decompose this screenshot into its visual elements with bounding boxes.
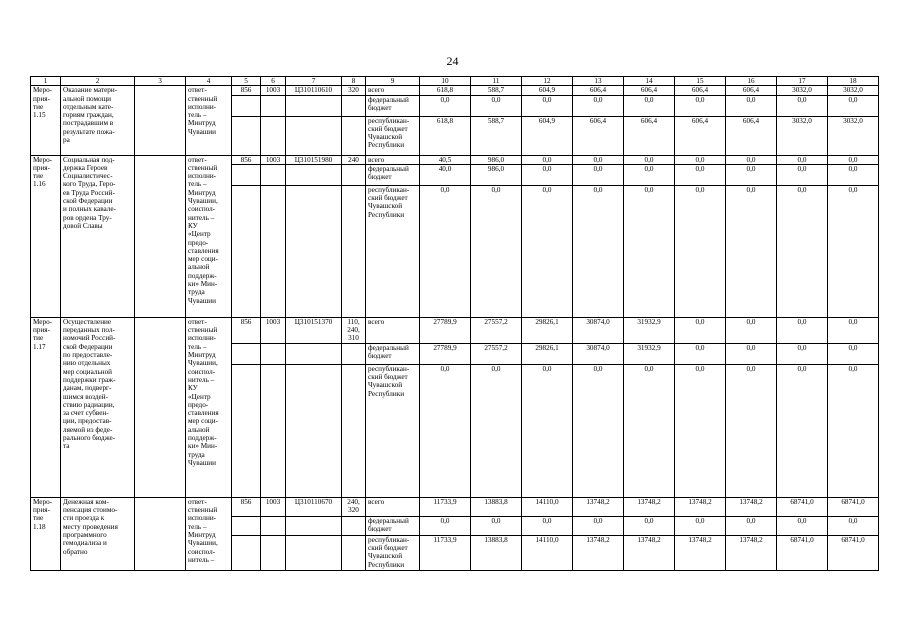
value-cell: 30874,0 [573,317,624,343]
funding-source-cell: республикан- ский бюджет Чувашской Республики [366,535,420,570]
funding-source-cell: федеральный бюджет [366,164,420,185]
value-cell: 40,5 [420,155,471,164]
header-cell: 1 [31,77,61,86]
code-cell: 1003 [261,86,286,95]
value-cell: 606,4 [726,86,777,95]
executor-cell: ответ- ственный исполни- тель – Минтруд Чувашии, соиспол- нитель – КУ «Центр предо- ставления мер соци- альной поддерж- ки» Мин- труда Чувашии [186,155,232,317]
value-cell: 0,0 [828,185,879,317]
funding-source-cell: всего [366,155,420,164]
value-cell: 0,0 [624,95,675,116]
code-cell [261,164,286,185]
value-cell: 0,0 [675,317,726,343]
code-cell: 320 [342,86,366,95]
empty-cell [135,497,186,570]
value-cell: 0,0 [471,185,522,317]
value-cell: 0,0 [726,185,777,317]
value-cell: 0,0 [726,364,777,497]
value-cell: 604,9 [522,116,573,155]
value-cell: 618,8 [420,86,471,95]
value-cell: 0,0 [777,95,828,116]
value-cell: 0,0 [726,317,777,343]
value-cell: 606,4 [624,116,675,155]
code-cell [286,516,342,535]
funding-source-cell: республикан- ский бюджет Чувашской Республики [366,116,420,155]
header-cell: 12 [522,77,573,86]
code-cell: Ц310151370 [286,317,342,343]
value-cell: 0,0 [675,95,726,116]
value-cell: 0,0 [726,516,777,535]
header-cell: 17 [777,77,828,86]
value-cell: 0,0 [522,364,573,497]
header-cell: 15 [675,77,726,86]
value-cell: 0,0 [675,364,726,497]
funding-source-cell: республикан- ский бюджет Чувашской Республики [366,364,420,497]
header-row [31,77,879,86]
executor-cell: ответ- ственный исполни- тель – Минтруд Чувашии [186,86,232,155]
value-cell: 13748,2 [624,497,675,516]
value-cell: 0,0 [777,343,828,364]
value-cell: 0,0 [726,155,777,164]
code-cell [232,535,261,570]
header-cell: 3 [135,77,186,86]
code-cell: 856 [232,497,261,516]
value-cell: 0,0 [777,516,828,535]
value-cell: 0,0 [726,164,777,185]
value-cell: 0,0 [471,516,522,535]
measure-name-cell: Осуществление переданных пол- номочий Россий- ской Федерации по предоставле- нию отдельных мер социальной поддержки граж- данам, подверг- шимся воздей- ствию радиации, за счет субвен- ции, предостав- ляемой из феде- рального бюдже- та [61,317,135,497]
code-cell [232,95,261,116]
value-cell: 606,4 [573,86,624,95]
value-cell: 3032,0 [777,116,828,155]
header-cell: 7 [286,77,342,86]
code-cell [342,343,366,364]
measure-name-cell: Социальная под- держка Героев Социалистичес- кого Труда, Геро- ев Труда Россий- ской Федерации и полных кавале- ров ордена Тру- довой Славы [61,155,135,317]
code-cell [342,95,366,116]
value-cell: 0,0 [624,364,675,497]
code-cell [232,185,261,317]
value-cell: 14110,0 [522,497,573,516]
value-cell: 0,0 [522,95,573,116]
empty-cell [135,317,186,497]
value-cell: 31932,9 [624,343,675,364]
value-cell: 0,0 [573,95,624,116]
code-cell [286,116,342,155]
value-cell: 0,0 [420,364,471,497]
code-cell [286,343,342,364]
value-cell: 0,0 [828,155,879,164]
value-cell: 68741,0 [828,535,879,570]
value-cell: 11733,9 [420,497,471,516]
code-cell [232,516,261,535]
empty-cell [135,86,186,155]
value-cell: 14110,0 [522,535,573,570]
funding-source-cell: всего [366,317,420,343]
value-cell: 0,0 [624,516,675,535]
funding-source-cell: всего [366,497,420,516]
code-cell [342,364,366,497]
value-cell: 13883,8 [471,497,522,516]
value-cell: 30874,0 [573,343,624,364]
code-cell [261,516,286,535]
value-cell: 0,0 [624,185,675,317]
header-cell: 4 [186,77,232,86]
code-cell: Ц310110670 [286,497,342,516]
executor-cell: ответ- ственный исполни- тель – Минтруд Чувашии, соиспол- нитель – КУ «Центр предо- ставления мер соци- альной поддерж- ки» Мин- труда Чувашии [186,317,232,497]
value-cell: 13748,2 [726,497,777,516]
value-cell: 0,0 [675,155,726,164]
value-cell: 3032,0 [828,116,879,155]
measure-number-cell: Меро- прия- тие 1.18 [31,497,61,570]
value-cell: 0,0 [522,516,573,535]
code-cell: 240 [342,155,366,164]
value-cell: 0,0 [573,164,624,185]
value-cell: 0,0 [573,155,624,164]
header-cell: 5 [232,77,261,86]
code-cell [261,95,286,116]
value-cell: 40,0 [420,164,471,185]
value-cell: 13748,2 [675,535,726,570]
budget-table [30,76,879,571]
value-cell: 0,0 [420,95,471,116]
value-cell: 27789,9 [420,317,471,343]
value-cell: 0,0 [828,95,879,116]
value-cell: 588,7 [471,116,522,155]
code-cell [232,164,261,185]
value-cell: 0,0 [573,185,624,317]
value-cell: 13883,8 [471,535,522,570]
measure-number-cell: Меро- прия- тие 1.16 [31,155,61,317]
value-cell: 68741,0 [777,535,828,570]
code-cell [286,364,342,497]
header-cell: 6 [261,77,286,86]
value-cell: 0,0 [573,364,624,497]
code-cell: Ц310151980 [286,155,342,164]
code-cell [342,516,366,535]
value-cell: 3032,0 [828,86,879,95]
code-cell: 1003 [261,317,286,343]
code-cell [261,535,286,570]
value-cell: 606,4 [726,116,777,155]
value-cell: 13748,2 [573,497,624,516]
value-cell: 986,0 [471,164,522,185]
value-cell: 986,0 [471,155,522,164]
value-cell: 0,0 [777,364,828,497]
empty-cell [135,155,186,317]
value-cell: 606,4 [675,86,726,95]
code-cell [342,116,366,155]
code-cell [261,364,286,497]
page-number: 24 [446,54,459,68]
code-cell [286,535,342,570]
value-cell: 606,4 [675,116,726,155]
code-cell: 1003 [261,497,286,516]
value-cell: 11733,9 [420,535,471,570]
value-cell: 0,0 [420,185,471,317]
value-cell: 0,0 [675,164,726,185]
code-cell [342,535,366,570]
value-cell: 0,0 [522,155,573,164]
value-cell: 0,0 [777,164,828,185]
value-cell: 0,0 [420,516,471,535]
code-cell [342,185,366,317]
value-cell: 31932,9 [624,317,675,343]
header-cell: 11 [471,77,522,86]
value-cell: 68741,0 [828,497,879,516]
code-cell [261,343,286,364]
code-cell [261,116,286,155]
table-row [31,155,879,164]
header-cell: 16 [726,77,777,86]
code-cell [342,164,366,185]
value-cell: 604,9 [522,86,573,95]
code-cell: Ц310110610 [286,86,342,95]
value-cell: 3032,0 [777,86,828,95]
value-cell: 27557,2 [471,317,522,343]
code-cell [286,95,342,116]
value-cell: 0,0 [828,516,879,535]
measure-number-cell: Меро- прия- тие 1.17 [31,317,61,497]
table-row [31,317,879,343]
header-cell: 13 [573,77,624,86]
value-cell: 29826,1 [522,343,573,364]
value-cell: 0,0 [726,95,777,116]
code-cell [232,343,261,364]
code-cell [261,185,286,317]
code-cell: 856 [232,155,261,164]
code-cell [232,364,261,497]
funding-source-cell: федеральный бюджет [366,343,420,364]
code-cell: 1003 [261,155,286,164]
value-cell: 13748,2 [675,497,726,516]
executor-cell: ответ- ственный исполни- тель – Минтруд Чувашии, соиспол- нитель – [186,497,232,570]
code-cell: 240, 320 [342,497,366,516]
table-row [31,497,879,516]
header-cell: 14 [624,77,675,86]
value-cell: 13748,2 [624,535,675,570]
value-cell: 0,0 [777,185,828,317]
funding-source-cell: всего [366,86,420,95]
value-cell: 606,4 [573,116,624,155]
value-cell: 0,0 [675,185,726,317]
table-row [31,86,879,95]
value-cell: 0,0 [828,343,879,364]
value-cell: 29826,1 [522,317,573,343]
code-cell: 856 [232,317,261,343]
value-cell: 13748,2 [573,535,624,570]
value-cell: 0,0 [522,185,573,317]
value-cell: 0,0 [777,155,828,164]
measure-name-cell: Денежная ком- пенсация стоимо- сти проезда к месту проведения программного гемодиализа и обратно [61,497,135,570]
value-cell: 0,0 [624,155,675,164]
value-cell: 606,4 [624,86,675,95]
code-cell [232,116,261,155]
value-cell: 588,7 [471,86,522,95]
funding-source-cell: республикан- ский бюджет Чувашской Республики [366,185,420,317]
value-cell: 0,0 [471,364,522,497]
header-cell: 18 [828,77,879,86]
value-cell: 0,0 [624,164,675,185]
value-cell: 0,0 [726,343,777,364]
measure-number-cell: Меро- прия- тие 1.15 [31,86,61,155]
value-cell: 0,0 [471,95,522,116]
value-cell: 68741,0 [777,497,828,516]
code-cell: 856 [232,86,261,95]
funding-source-cell: федеральный бюджет [366,516,420,535]
header-cell: 9 [366,77,420,86]
value-cell: 0,0 [777,317,828,343]
value-cell: 0,0 [828,164,879,185]
value-cell: 0,0 [522,164,573,185]
value-cell: 0,0 [828,317,879,343]
measure-name-cell: Оказание матери- альной помощи отдельным кате- гориям граждан, пострадавшим в результате пожа- ра [61,86,135,155]
code-cell [286,185,342,317]
value-cell: 27789,9 [420,343,471,364]
header-cell: 2 [61,77,135,86]
value-cell: 0,0 [573,516,624,535]
value-cell: 0,0 [828,364,879,497]
header-cell: 8 [342,77,366,86]
value-cell: 13748,2 [726,535,777,570]
value-cell: 27557,2 [471,343,522,364]
code-cell [286,164,342,185]
code-cell: 110, 240, 310 [342,317,366,343]
value-cell: 0,0 [675,516,726,535]
value-cell: 618,8 [420,116,471,155]
header-cell: 10 [420,77,471,86]
value-cell: 0,0 [675,343,726,364]
funding-source-cell: федеральный бюджет [366,95,420,116]
